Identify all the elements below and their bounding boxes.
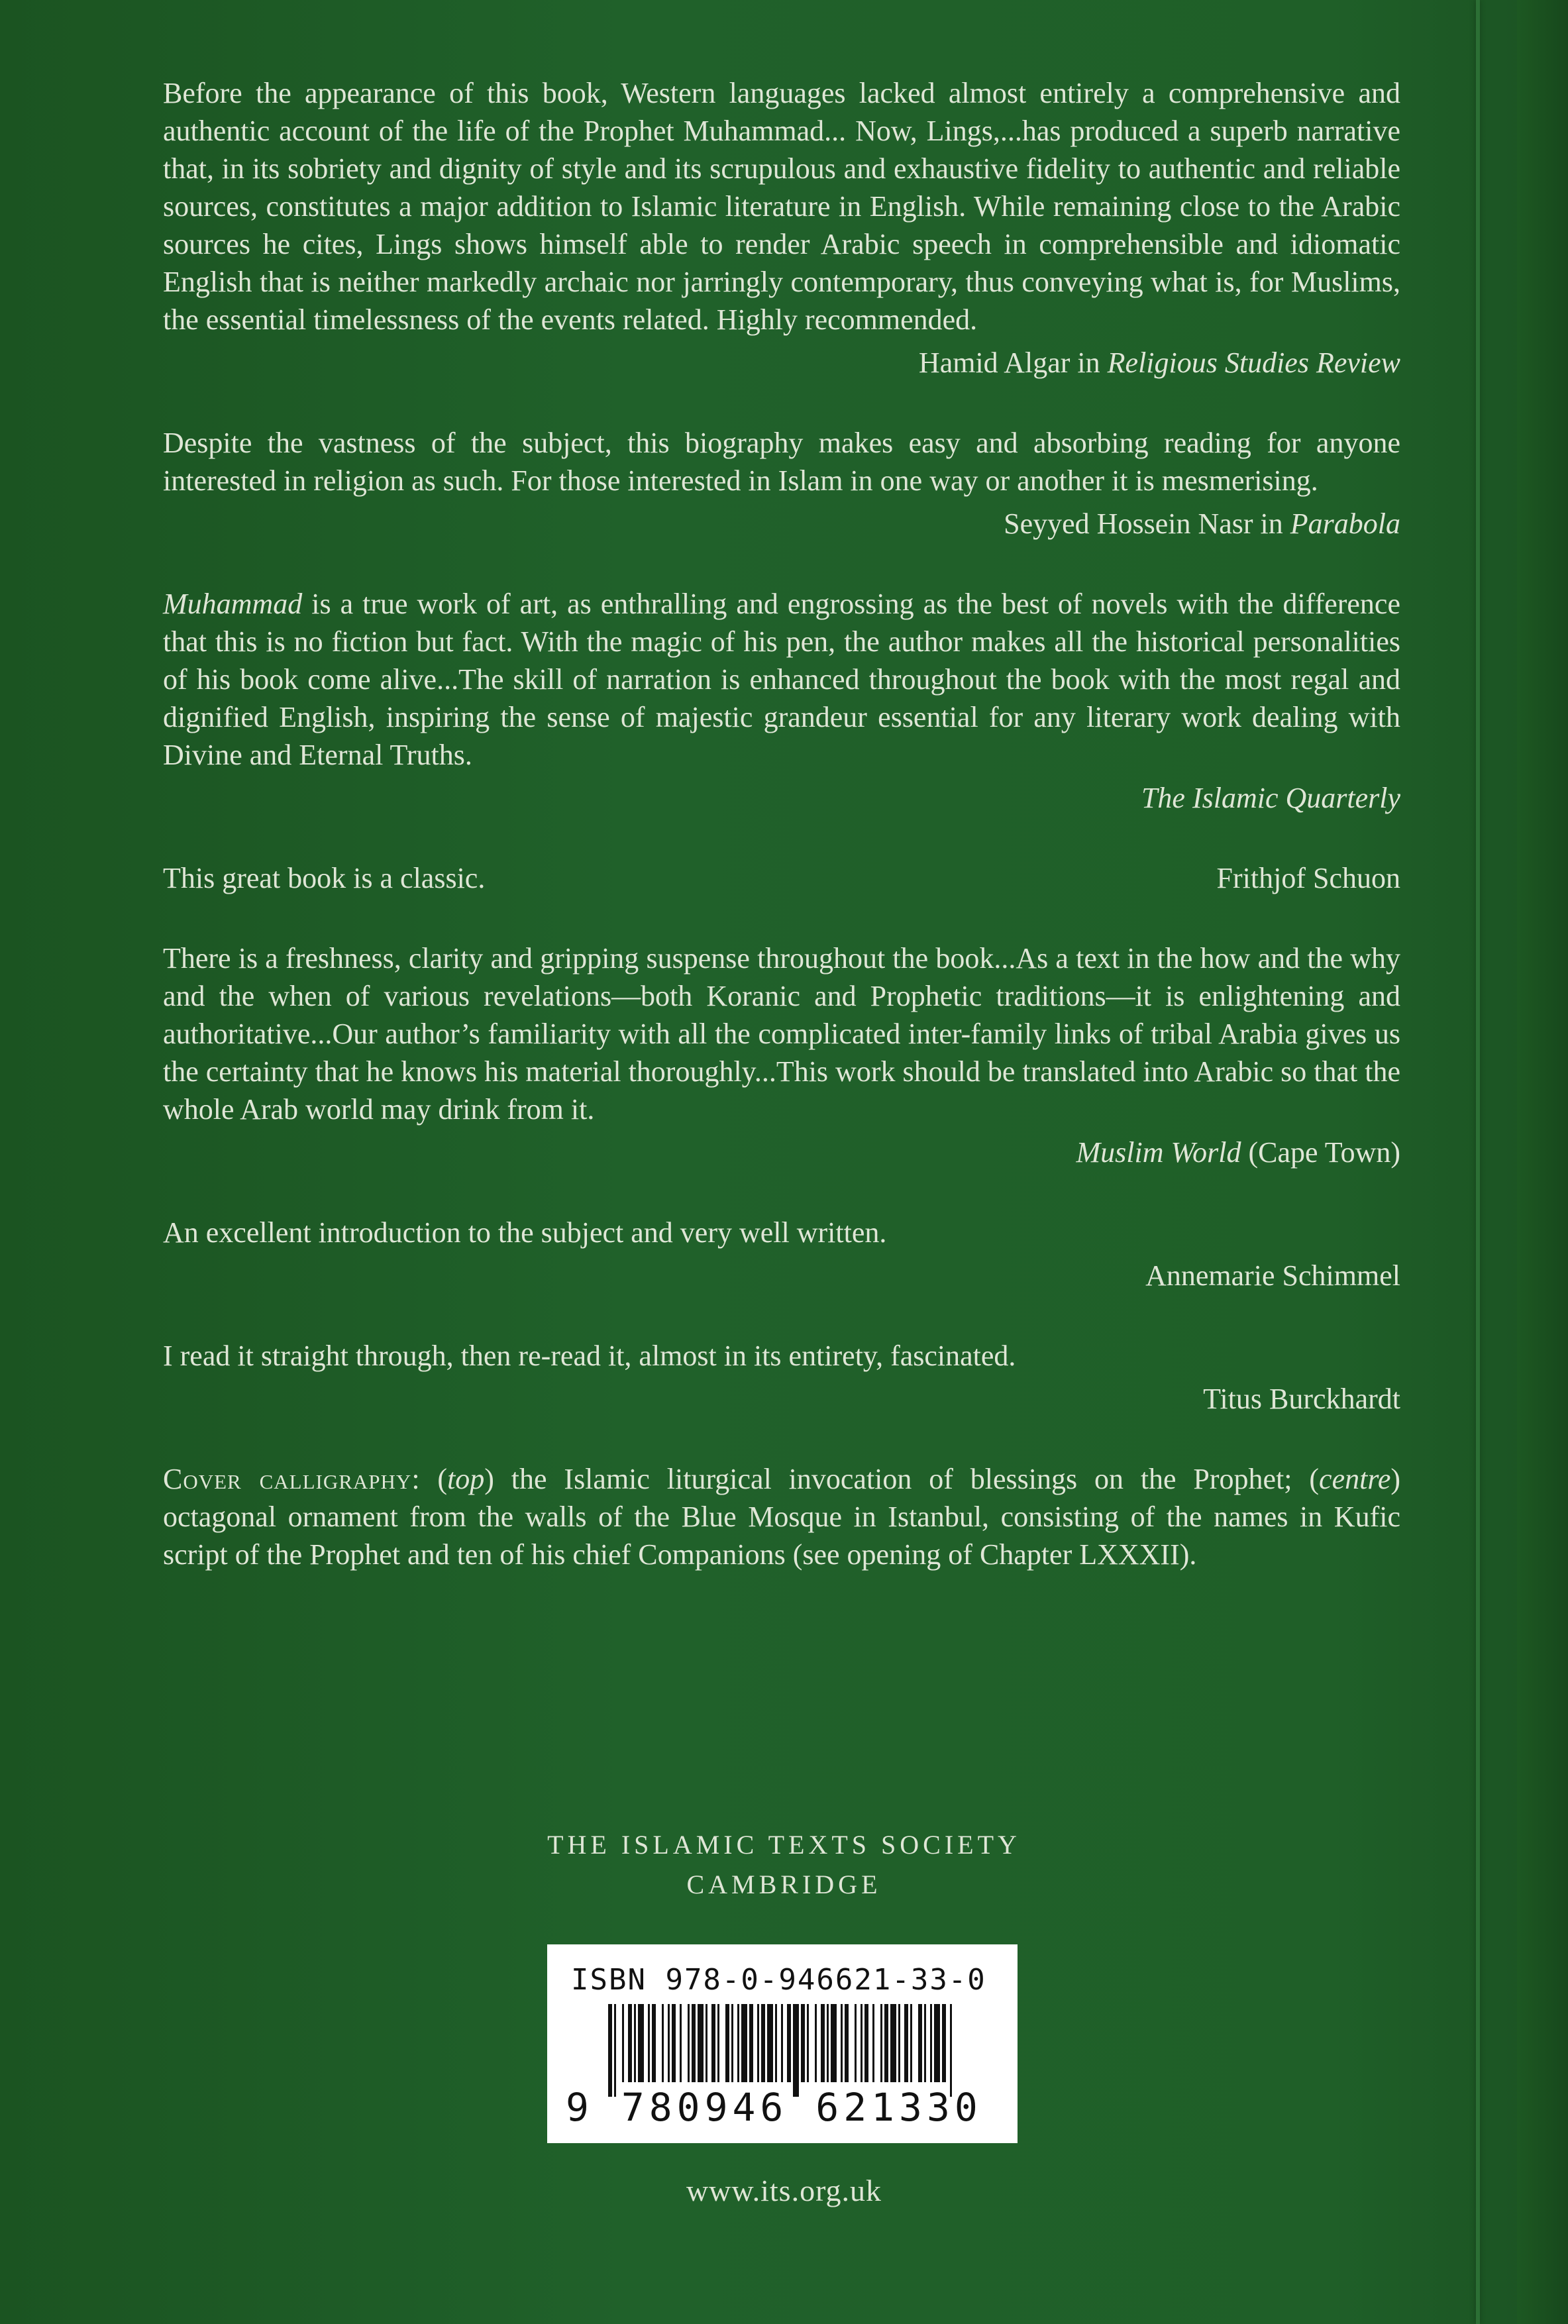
- publisher-city: CAMBRIDGE: [686, 1870, 882, 1899]
- review-text: There is a freshness, clarity and gripping suspense throughout the book...As a text in the how and the why and the when of various revelations—both Koranic and Prophetic traditions—it is enlightening and authoritative...Our author’s familiarity with all the complicated inter-family links of tribal Arabia gives us the certainty that he knows his material thoroughly...This work should be translated into Arabic so that the whole Arab world may drink from it.: [163, 942, 1400, 1126]
- review-muslim-world: [163, 939, 1400, 1171]
- review-source: Annemarie Schimmel: [1145, 1259, 1400, 1292]
- cover-fold-line: [1476, 0, 1480, 2324]
- review-schimmel: [163, 1214, 1400, 1294]
- reviews-column: [163, 74, 1400, 1573]
- review-text: I read it straight through, then re-read it, almost in its entirety, fascinated.: [163, 1340, 1016, 1372]
- review-source: The Islamic Quarterly: [1141, 782, 1400, 814]
- publisher-name: THE ISLAMIC TEXTS SOCIETY: [547, 1830, 1021, 1860]
- review-source: Titus Burckhardt: [1203, 1383, 1400, 1415]
- review-burckhardt: [163, 1337, 1400, 1418]
- review-source: Hamid Algar in Religious Studies Review: [918, 346, 1400, 379]
- isbn-label: ISBN 978-0-946621-33-0: [571, 1963, 986, 1997]
- review-source: Muslim World (Cape Town): [1076, 1136, 1400, 1169]
- website-url: www.its.org.uk: [686, 2174, 882, 2207]
- review-text: Despite the vastness of the subject, this biography makes easy and absorbing reading for anyone interested in religion as such. For those interested in Islam in one way or another it is mesmerising.: [163, 427, 1400, 497]
- review-text: An excellent introduction to the subject and very well written.: [163, 1216, 887, 1249]
- caption-label: Cover calligraphy:: [163, 1463, 421, 1495]
- review-islamic-quarterly: [163, 585, 1400, 817]
- isbn-barcode-box: [547, 1944, 1018, 2143]
- review-nasr: [163, 424, 1400, 543]
- spine-edge: [1517, 0, 1568, 2324]
- review-schuon: [163, 859, 1400, 897]
- publisher-block: [0, 1825, 1568, 1905]
- barcode-icon: [608, 2004, 959, 2097]
- review-text: This great book is a classic.: [163, 862, 486, 894]
- barcode-digits: 9 780946 621330: [566, 2085, 982, 2130]
- review-source: Seyyed Hossein Nasr in Parabola: [1004, 507, 1400, 540]
- cover-caption: Cover calligraphy: (top) the Islamic liturgical invocation of blessings on the Prophet; (centre) octagonal ornament from the walls of the Blue Mosque in Istanbul, consisting of the names in Kufic script of the Prophet and ten of his chief Companions (see opening of Chapter LXXXII).: [163, 1463, 1401, 1571]
- review-algar: [163, 74, 1400, 382]
- review-text: Muhammad is a true work of art, as enthralling and engrossing as the best of novels with the difference that this is no fiction but fact. With the magic of his pen, the author makes all the historical personalities of his book come alive...The skill of narration is enhanced throughout the book with the most regal and dignified English, inspiring the sense of majestic grandeur essential for any literary work dealing with Divine and Eternal Truths.: [163, 588, 1400, 771]
- review-text: Before the appearance of this book, Western languages lacked almost entirely a comprehensive and authentic account of the life of the Prophet Muhammad... Now, Lings,...has produced a superb narrative that, in its sobriety and dignity of style and its scrupulous and exhaustive fidelity to authentic and reliable sources, constitutes a major addition to Islamic literature in English. While remaining close to the Arabic sources he cites, Lings shows himself able to render Arabic speech in comprehensible and idiomatic English that is neither markedly archaic nor jarringly contemporary, thus conveying what is, for Muslims, the essential timelessness of the events related. Highly recommended.: [163, 77, 1400, 336]
- review-source: Frithjof Schuon: [1216, 862, 1400, 894]
